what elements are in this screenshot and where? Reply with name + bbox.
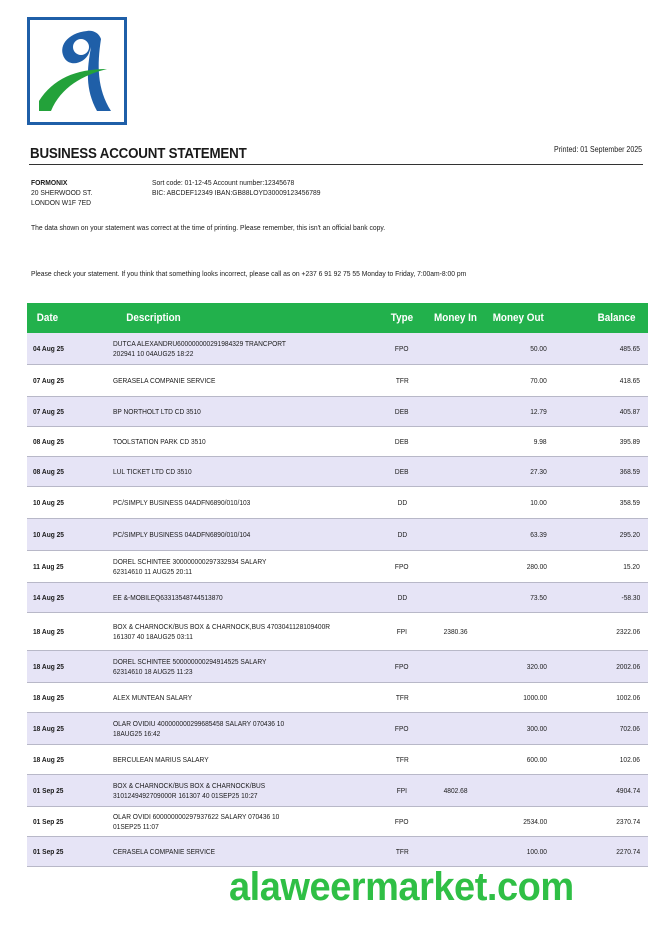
table-body (27, 333, 648, 867)
row-balance: 368.59 (619, 467, 640, 476)
row-description: BOX & CHARNOCK/BUS BOX & CHARNOCK/BUS (113, 780, 266, 790)
row-money-out: 1000.00 (523, 693, 547, 702)
header-type: Type (390, 312, 414, 324)
watermark: alaweermarket.com (229, 865, 574, 909)
row-description: 62314610 18 AUG25 11:23 (113, 666, 193, 676)
table-row (27, 487, 648, 519)
row-type: FPO (395, 562, 409, 571)
table-header (27, 303, 648, 333)
row-balance: 2370.74 (616, 817, 640, 826)
table-row (27, 775, 648, 807)
table-row (27, 365, 648, 397)
header-date: Date (36, 312, 59, 324)
row-description: BOX & CHARNOCK/BUS BOX & CHARNOCK,BUS 4703041128109400R (113, 621, 331, 631)
row-money-out: 100.00 (526, 847, 547, 856)
row-money-out: 600.00 (526, 755, 547, 764)
row-balance: 295.20 (619, 530, 640, 539)
row-date: 07 Aug 25 (33, 407, 64, 416)
row-description: LUL TICKET LTD CD 3510 (113, 466, 192, 476)
row-type: FPI (396, 786, 408, 795)
row-type: DEB (395, 407, 409, 416)
row-description: OLAR OVIDI 600000000297937622 SALARY 070436 10 (113, 811, 280, 821)
row-balance: 15.20 (623, 562, 640, 571)
bank-logo (27, 17, 127, 125)
row-date: 07 Aug 25 (33, 376, 64, 385)
row-type: DEB (395, 467, 409, 476)
bic-iban: BIC: ABCDEF12349 IBAN:GB88LOYD30009123456789 (152, 188, 321, 197)
row-description: TOOLSTATION PARK CD 3510 (113, 436, 206, 446)
address-line-2: LONDON W1F 7ED (31, 198, 92, 207)
row-date: 18 Aug 25 (33, 627, 64, 636)
row-money-out: 63.39 (530, 530, 547, 539)
account-address (31, 178, 92, 208)
row-date: 18 Aug 25 (33, 662, 64, 671)
row-type: DD (397, 593, 407, 602)
row-balance: 2322.06 (616, 627, 640, 636)
row-date: 08 Aug 25 (33, 467, 64, 476)
printed-date: Printed: 01 September 2025 (553, 145, 642, 154)
row-type: TFR (395, 755, 409, 764)
row-type: TFR (395, 693, 409, 702)
row-type: TFR (395, 847, 409, 856)
row-balance: -58.30 (621, 593, 640, 602)
row-description: 62314610 11 AUG25 20:11 (113, 566, 193, 576)
row-balance: 485.65 (619, 344, 640, 353)
row-description: BP NORTHOLT LTD CD 3510 (113, 406, 201, 416)
row-description: DOREL SCHINTEE 300000000297332934 SALARY (113, 556, 267, 566)
row-type: DEB (395, 437, 409, 446)
row-description: DUTCA ALEXANDRU600000000291984329 TRANCPORT (113, 338, 286, 348)
row-type: FPO (395, 817, 409, 826)
table-row (27, 583, 648, 613)
row-date: 01 Sep 25 (33, 786, 64, 795)
row-date: 10 Aug 25 (33, 498, 64, 507)
row-money-in: 2380.36 (443, 627, 468, 636)
row-type: FPO (395, 662, 409, 671)
row-money-out: 2534.00 (523, 817, 547, 826)
row-date: 14 Aug 25 (33, 593, 64, 602)
row-description: 202941 10 04AUG25 18:22 (113, 348, 194, 358)
header-money-in: Money In (434, 312, 477, 324)
row-date: 18 Aug 25 (33, 693, 64, 702)
row-money-out: 73.50 (530, 593, 547, 602)
row-description: PC/SIMPLY BUSINESS 04ADFN6890/010/103 (113, 497, 251, 507)
table-row (27, 333, 648, 365)
row-date: 08 Aug 25 (33, 437, 64, 446)
row-balance: 1002.06 (616, 693, 640, 702)
company-name: FORMONIX (31, 178, 68, 187)
row-money-out: 320.00 (526, 662, 547, 671)
row-money-out: 9.98 (534, 437, 547, 446)
row-money-out: 12.79 (530, 407, 547, 416)
row-type: DD (397, 498, 407, 507)
row-type: FPI (396, 627, 408, 636)
row-balance: 702.06 (619, 724, 640, 733)
row-type: DD (397, 530, 407, 539)
table-row (27, 519, 648, 551)
row-money-out: 280.00 (526, 562, 547, 571)
row-description: PC/SIMPLY BUSINESS 04ADFN6890/010/104 (113, 529, 251, 539)
row-type: TFR (395, 376, 409, 385)
row-money-out: 27.30 (530, 467, 547, 476)
row-money-out: 70.00 (530, 376, 547, 385)
header-description: Description (126, 312, 181, 324)
table-row (27, 683, 648, 713)
address-line-1: 20 SHERWOOD ST. (31, 188, 93, 197)
row-description: OLAR OVIDIU 400000000299685458 SALARY 070436 10 (113, 718, 285, 728)
row-description: ALEX MUNTEAN SALARY (113, 692, 193, 702)
row-balance: 4904.74 (616, 786, 640, 795)
row-balance: 405.87 (619, 407, 640, 416)
row-date: 10 Aug 25 (33, 530, 64, 539)
row-balance: 395.89 (619, 437, 640, 446)
table-row (27, 713, 648, 745)
table-row (27, 651, 648, 683)
row-balance: 2002.06 (616, 662, 640, 671)
row-balance: 418.65 (619, 376, 640, 385)
table-row (27, 427, 648, 457)
table-row (27, 613, 648, 651)
row-description: 01SEP25 11:07 (113, 821, 159, 831)
row-balance: 102.06 (619, 755, 640, 764)
header-balance: Balance (597, 312, 636, 324)
row-date: 18 Aug 25 (33, 755, 64, 764)
row-balance: 2270.74 (616, 847, 640, 856)
row-money-out: 50.00 (530, 344, 547, 353)
row-type: FPO (395, 724, 409, 733)
row-date: 11 Aug 25 (33, 562, 64, 571)
table-row (27, 551, 648, 583)
row-description: CERASELA COMPANIE SERVICE (113, 846, 216, 856)
row-description: GERASELA COMPANIE SERVICE (113, 375, 216, 385)
row-description: DOREL SCHINTEE 500000000294914525 SALARY (113, 656, 267, 666)
row-money-out: 300.00 (526, 724, 547, 733)
row-date: 04 Aug 25 (33, 344, 64, 353)
table-row (27, 457, 648, 487)
row-date: 01 Sep 25 (33, 817, 64, 826)
row-description: BERCULEAN MARIUS SALARY (113, 754, 209, 764)
row-description: 3101249492709000R 161307 40 01SEP25 10:27 (113, 790, 258, 800)
account-codes (152, 178, 320, 198)
row-date: 18 Aug 25 (33, 724, 64, 733)
table-row (27, 807, 648, 837)
transactions-table (27, 303, 648, 867)
row-type: FPO (395, 344, 409, 353)
row-money-out: 10.00 (530, 498, 547, 507)
table-row (27, 397, 648, 427)
logo-a-icon (27, 17, 127, 125)
table-row (27, 837, 648, 867)
accuracy-note: The data shown on your statement was correct at the time of printing. Please remember, this isn't an official bank copy. (31, 223, 386, 232)
row-description: 18AUG25 16:42 (113, 728, 161, 738)
header-divider (29, 164, 643, 165)
row-description: EE &-MOBILEQ63313548744513870 (113, 592, 223, 602)
statement-title: BUSINESS ACCOUNT STATEMENT (30, 146, 247, 162)
row-balance: 358.59 (619, 498, 640, 507)
header-money-out: Money Out (492, 312, 544, 324)
row-date: 01 Sep 25 (33, 847, 64, 856)
sort-code-account-number: Sort code: 01-12-45 Account number:12345678 (152, 178, 295, 187)
row-money-in: 4802.68 (443, 786, 468, 795)
row-description: 161307 40 18AUG25 03:11 (113, 631, 193, 641)
table-row (27, 745, 648, 775)
contact-note: Please check your statement. If you think that something looks incorrect, please call as on +237 6 91 92 75 55 Monday to Friday, 7:00am-8:00 pm (31, 269, 467, 278)
